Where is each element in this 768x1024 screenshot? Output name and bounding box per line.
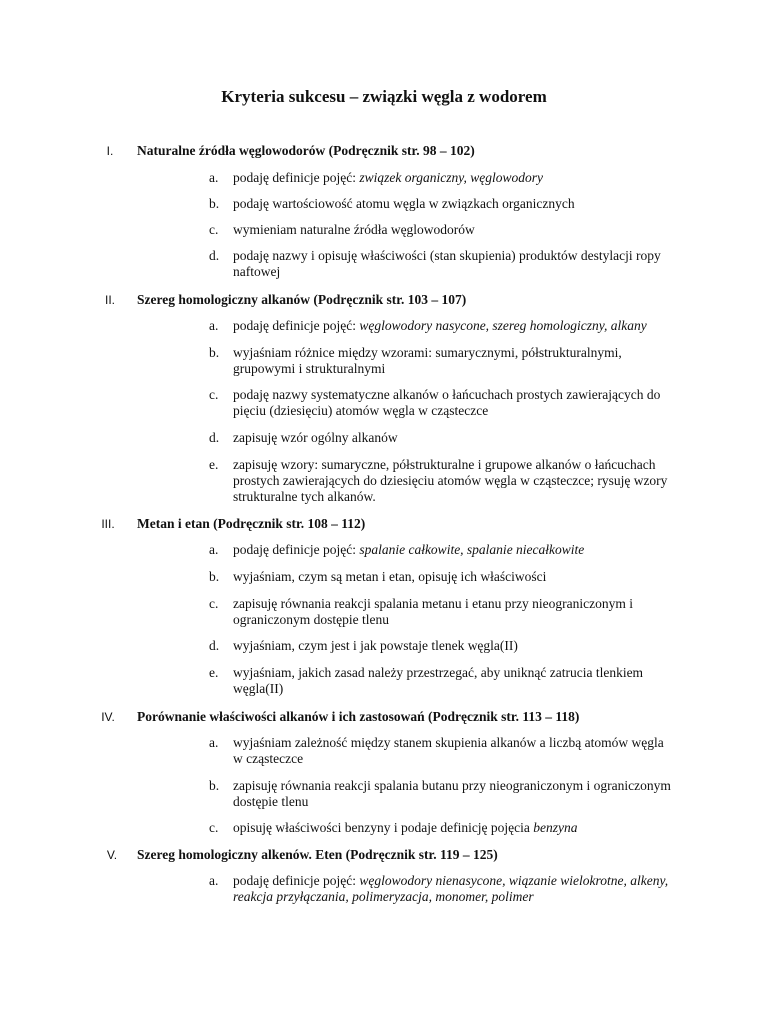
item-letter: a. [209, 735, 219, 750]
item-letter: b. [209, 569, 220, 584]
section-title: Naturalne źródła węglowodorów (Podręcznik str. 98 – 102) [137, 143, 475, 158]
item-letter: b. [209, 196, 220, 211]
item-text: opisuję właściwości benzyny i podaje definicję pojęcia benzyna [233, 820, 578, 835]
item-text: wyjaśniam, jakich zasad należy przestrzegać, aby uniknąć zatrucia tlenkiem węgla(II) [233, 665, 644, 696]
item-text: zapisuję wzór ogólny alkanów [233, 430, 398, 445]
section-title: Porównanie właściwości alkanów i ich zastosowań (Podręcznik str. 113 – 118) [137, 709, 580, 724]
item-text: podaję nazwy i opisuję właściwości (stan skupienia) produktów destylacji ropy naftowej [233, 248, 661, 279]
section-heading-4 [0, 709, 768, 727]
section-heading-3 [0, 516, 768, 534]
item-text: zapisuję wzory: sumaryczne, półstrukturalne i grupowe alkanów o łańcuchach prostych zawierających do dziesięciu atomów węgla w cząsteczce; rysuję wzory strukturalne tych alkanów. [233, 457, 668, 504]
item-letter: b. [209, 345, 220, 360]
section-heading-2 [0, 292, 768, 310]
item-letter: a. [209, 170, 219, 185]
item-letter: c. [209, 820, 219, 835]
item-text: zapisuję równania reakcji spalania butanu przy nieograniczonym i ograniczonym dostępie tlenu [233, 778, 671, 809]
item-letter: a. [209, 318, 219, 333]
section-numeral: III. [101, 517, 115, 531]
item-text: wyjaśniam zależność między stanem skupienia alkanów a liczbą atomów węgla w cząsteczce [233, 735, 664, 766]
item-letter: a. [209, 873, 219, 888]
item-text: podaję nazwy systematyczne alkanów o łańcuchach prostych zawierających do pięciu (dziesięciu) atomów węgla w cząsteczce [233, 387, 661, 418]
item-letter: d. [209, 430, 220, 445]
item-text: wymieniam naturalne źródła węglowodorów [233, 222, 475, 237]
item-letter: e. [209, 457, 219, 472]
item-letter: c. [209, 222, 219, 237]
item-text: podaję wartościowość atomu węgla w związkach organicznych [233, 196, 575, 211]
section-numeral: V. [106, 848, 118, 862]
section-title: Szereg homologiczny alkanów (Podręcznik str. 103 – 107) [137, 292, 467, 307]
item-text: wyjaśniam, czym są metan i etan, opisuję ich właściwości [233, 569, 547, 584]
section-numeral: II. [104, 293, 115, 307]
item-letter: c. [209, 596, 219, 611]
item-letter: c. [209, 387, 219, 402]
item-letter: a. [209, 542, 219, 557]
item-letter: d. [209, 638, 220, 653]
item-text: podaję definicje pojęć: związek organiczny, węglowodory [233, 170, 543, 185]
item-letter: e. [209, 665, 219, 680]
item-letter: d. [209, 248, 220, 263]
item-text: zapisuję równania reakcji spalania metanu i etanu przy nieograniczonym i ograniczonym dostępie tlenu [233, 596, 633, 627]
section-heading-5 [0, 847, 768, 865]
section-numeral: IV. [101, 710, 115, 724]
item-text: podaję definicje pojęć: węglowodory nienasycone, wiązanie wielokrotne, alkeny, reakcja przyłączania, polimeryzacja, monomer, polimer [233, 873, 669, 904]
section-title: Szereg homologiczny alkenów. Eten (Podręcznik str. 119 – 125) [137, 847, 498, 862]
section-numeral: I. [106, 144, 114, 158]
section-title: Metan i etan (Podręcznik str. 108 – 112) [137, 516, 366, 531]
item-text: wyjaśniam różnice między wzorami: sumarycznymi, półstrukturalnymi, grupowymi i strukturalnymi [233, 345, 622, 376]
document-title: Kryteria sukcesu – związki węgla z wodorem [221, 87, 547, 106]
item-text: wyjaśniam, czym jest i jak powstaje tlenek węgla(II) [233, 638, 518, 653]
item-letter: b. [209, 778, 220, 793]
section-heading-1 [0, 143, 768, 161]
item-text: podaję definicje pojęć: węglowodory nasycone, szereg homologiczny, alkany [233, 318, 647, 333]
item-text: podaję definicje pojęć: spalanie całkowite, spalanie niecałkowite [233, 542, 585, 557]
